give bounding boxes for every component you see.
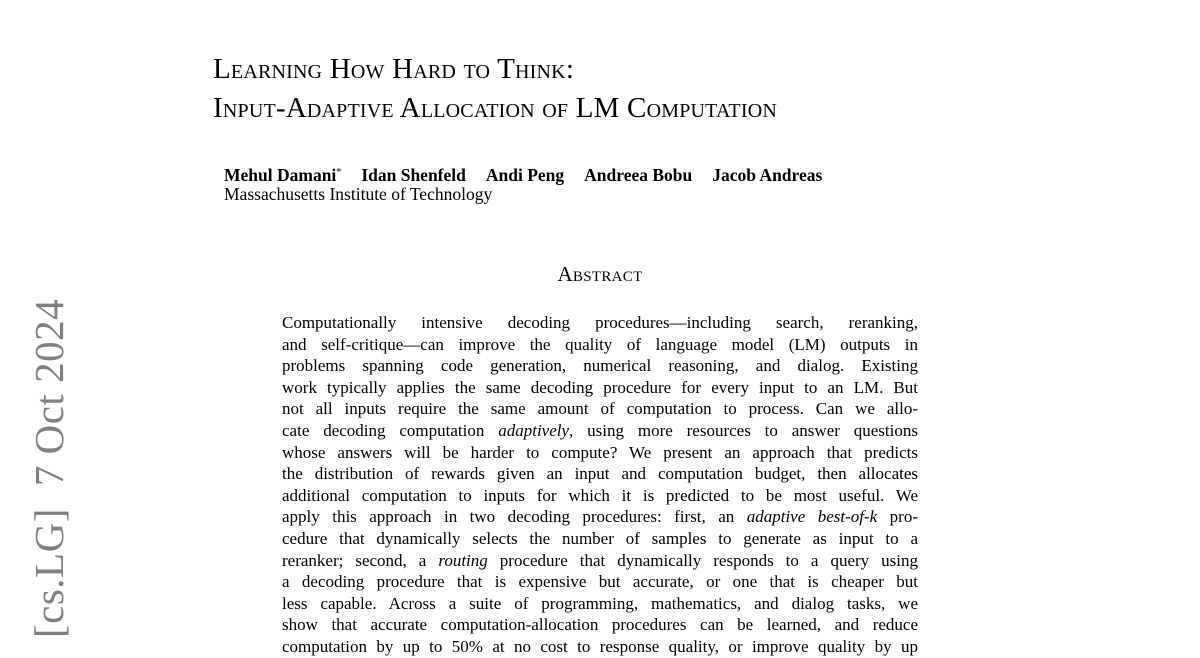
author-name: Andreea Bobu [584, 165, 693, 185]
abstract-line: work typically applies the same decoding procedure for every input to an LM. But [282, 377, 918, 397]
author-name: Idan Shenfeld [361, 165, 466, 185]
abstract-line: cate decoding computation adaptively, using more resources to answer questions [282, 420, 918, 440]
arxiv-stamp [26, 299, 72, 638]
abstract-line: cedure that dynamically selects the number of samples to generate as input to a [282, 528, 918, 548]
abstract-heading: Abstract [557, 262, 643, 286]
title-line-2: Input-Adaptive Allocation of LM Computation [213, 92, 777, 124]
arxiv-date: 7 Oct 2024 [26, 298, 72, 487]
author-name: Jacob Andreas [712, 165, 823, 185]
arxiv-category: [cs.LG] [26, 508, 72, 638]
author-footnote-mark: * [336, 167, 342, 178]
abstract-line: whose answers will be harder to compute? We present an approach that predicts [282, 442, 918, 462]
abstract-line: show that accurate computation-allocation procedures can be learned, and reduce [282, 615, 918, 635]
author-name: Andi Peng [485, 165, 565, 185]
author-name: Mehul Damani* [224, 165, 342, 185]
abstract-line: problems spanning code generation, numerical reasoning, and dialog. Existing [282, 356, 918, 376]
abstract-line: not all inputs require the same amount of computation to process. Can we allo- [282, 399, 918, 419]
abstract-line: a decoding procedure that is expensive but accurate, or one that is cheaper but [282, 572, 918, 592]
abstract-line: reranker; second, a routing procedure that dynamically responds to a query using [282, 550, 918, 570]
paper-title [213, 50, 777, 128]
abstract-line: additional computation to inputs for which it is predicted to be most useful. We [282, 485, 918, 505]
abstract-line: the distribution of rewards given an input and computation budget, then allocates [282, 464, 918, 484]
author-list [224, 162, 842, 186]
abstract-line: apply this approach in two decoding procedures: first, an adaptive best-of-k pro- [282, 507, 918, 527]
abstract-line: and self-critique—can improve the quality of language model (LM) outputs in [282, 334, 918, 354]
abstract-line: computation by up to 50% at no cost to response quality, or improve quality by up [282, 636, 918, 656]
abstract-line: less capable. Across a suite of programming, mathematics, and dialog tasks, we [282, 593, 918, 613]
title-line-1: Learning How Hard to Think: [213, 53, 575, 85]
affiliation: Massachusetts Institute of Technology [224, 184, 493, 204]
abstract-body [282, 312, 918, 658]
abstract-line: Computationally intensive decoding procedures—including search, reranking, [282, 313, 918, 332]
